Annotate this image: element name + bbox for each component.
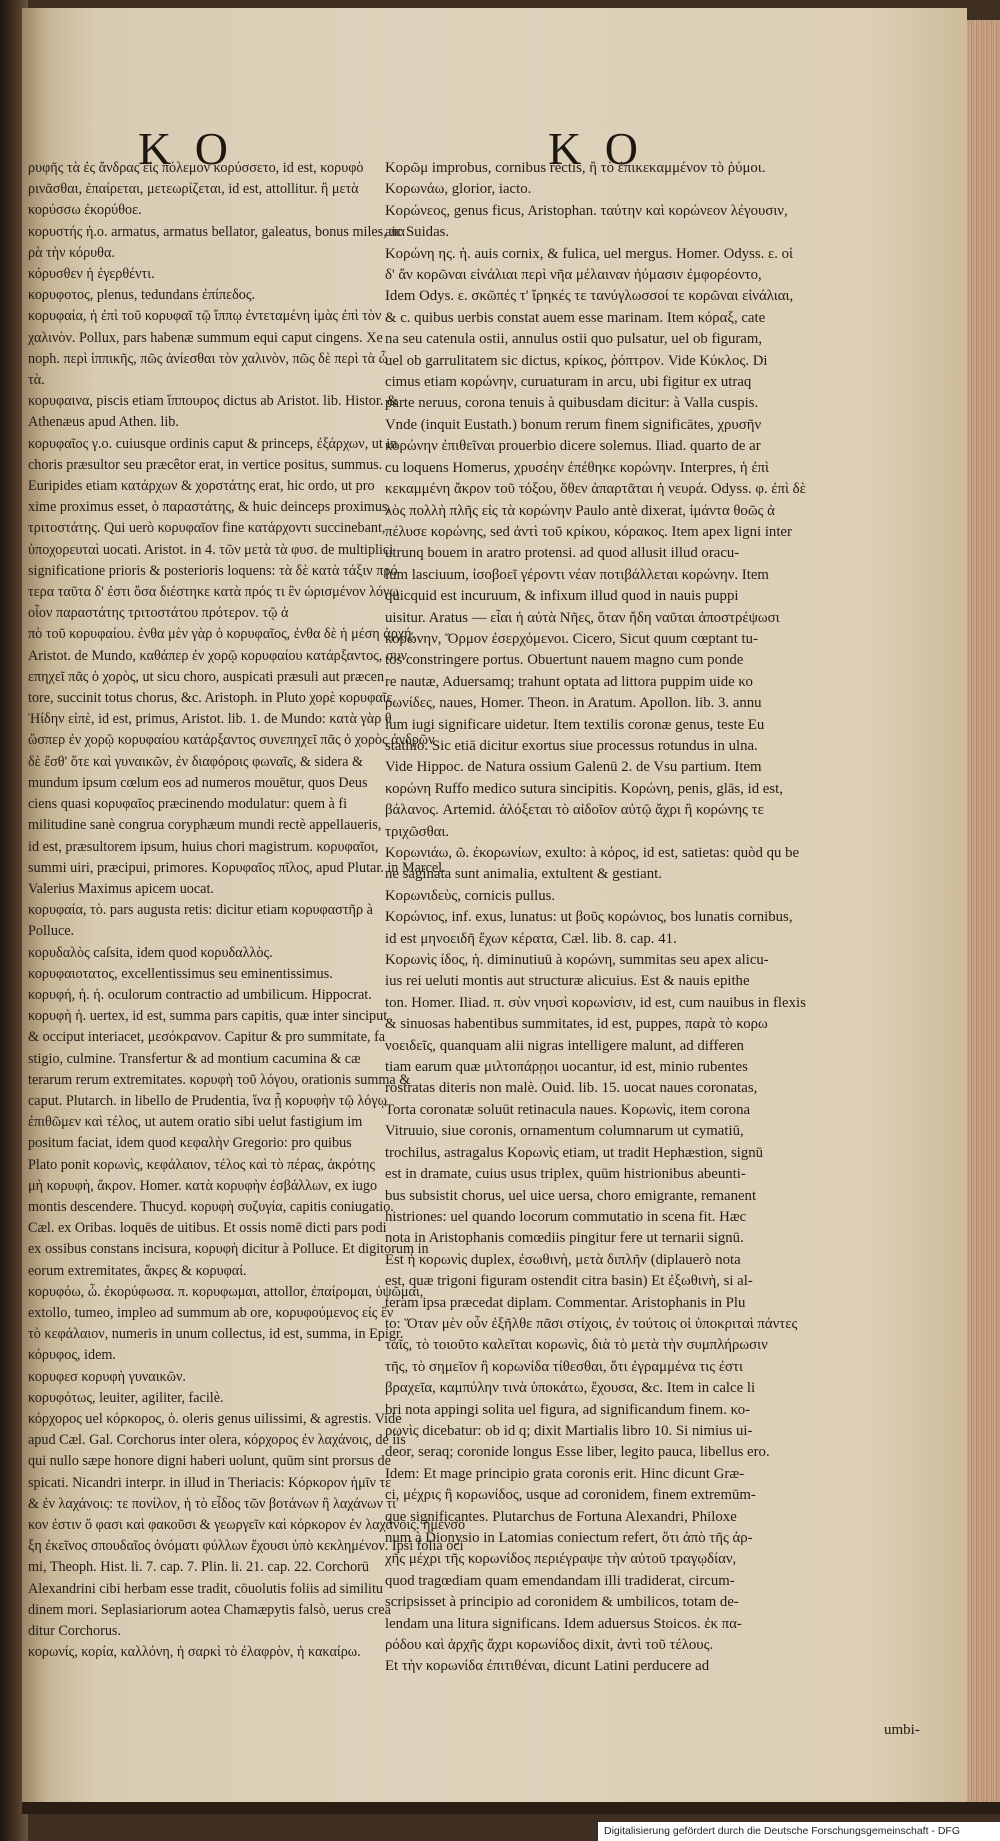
left-column-line: οἷον παραστάτης τριτοστάτου πρότερον. τῷ ἀ — [28, 605, 289, 622]
right-column-line: aic Suidas. — [385, 224, 450, 241]
left-column-line: κορυφαία, τὸ. pars augusta retis: dicitur etiam κορυφαστῆρ à — [28, 902, 373, 919]
right-column-line: νοειδεῖς, quanquam alii nigras intelligere malunt, ad differen — [385, 1037, 744, 1054]
left-column-line: positum faciat, idem quod κεφαλὴν Gregorio: pro quibus — [28, 1135, 352, 1152]
left-column-line: κορυφεσ κορυφὴ γυναικῶν. — [28, 1368, 186, 1385]
left-column-line: κορυδαλὸς caſsita, idem quod κορυδαλλὸς. — [28, 944, 273, 961]
left-column-line: mundum ipsum cœlum eos ad numeros mouētur, quos Deus — [28, 774, 368, 791]
left-column-line: δὲ ἔσθ' ὅτε καὶ γυναικῶν, ἐν διαφόροις φωναῖς, & sidera & — [28, 753, 364, 770]
left-column-line: & occiput interiacet, μεσόκρανον. Capitur & pro summitate, fa — [28, 1029, 386, 1046]
left-column-line: tore, succinit totus chorus, &c. Aristoph. in Pluto χορὲ κορυφαῖε — [28, 690, 393, 707]
right-column-line: Et τὴν κορωνίδα ἐπιτιθέναι, dicunt Latini perducere ad — [385, 1658, 710, 1675]
right-column-line: Κορώνιος, inf. exus, lunatus: ut βοῦς κορώνιος, bos lunatis cornibus, — [385, 909, 793, 926]
right-column-line: ρωνίδες, naues, Homer. Theon. in Aratum. Apollon. lib. 3. annu — [385, 695, 762, 712]
right-column-line: ius rei ueluti montis aut structuræ alicuius. Est & nauis epithe — [385, 973, 750, 990]
left-column-line: κορυφότως, leuiter, agiliter, facilè. — [28, 1389, 224, 1406]
left-column-line: ρινᾶσθαι, ἐπαίρεται, μετεωρίζεται, id est, attollitur. ἢ μετὰ — [28, 181, 359, 198]
right-column-line: τῆς, τὸ σημεῖον ἢ κορωνίδα τίθεσθαι, ὅτι ἐγραμμένα τις ἐστι — [385, 1358, 743, 1375]
right-column-line: quod tragœdiam quam emendandam illi tradiderat, circum- — [385, 1572, 735, 1589]
right-column-line: Κορώνεος, genus ficus, Aristophan. ταύτην καὶ κορώνεον λέγουσιν, — [385, 202, 788, 219]
right-column-line: bus subsistit chorus, uel uice uersa, choro emigrante, remanent — [385, 1187, 757, 1204]
left-column-line: τριτοστάτης. Qui uerò κορυφαῖον fine κατάρχοντι succinebant, — [28, 520, 386, 537]
left-column-line: qui nullo sæpe honore digni haberi uolunt, quūm sint prorsus de — [28, 1453, 391, 1470]
right-column-line: κορώνη Ruffo medico sutura sincipitis. Κορώνη, penis, glās, id est, — [385, 780, 783, 797]
right-column-line: lum iugi significare uidetur. Item textilis coronæ genus, teste Eu — [385, 716, 765, 733]
left-column-line: caput. Plutarch. in libello de Prudentia, ἵνα ᾗ κορυφὴν τῷ λόγῳ — [28, 1092, 387, 1109]
right-column-line: lum lasciuum, ἰσοβοεῖ γέροντι νέαν ποτιβάλλεται κορώνην. Item — [385, 566, 769, 583]
left-column-line: μὴ κορυφὴ, ἄκρον. Homer. κατὰ κορυφὴν ἐσβάλλων, ex iugo — [28, 1177, 378, 1194]
left-column-line: militudine sanè congrua coryphæum mundi rectè appellaueris, — [28, 817, 382, 834]
right-column-line: tiam earum quæ μιλτοπάρῃοι uocantur, id est, minio rubentes — [385, 1059, 748, 1076]
left-column-line: ciens quasi κορυφαῖος præcinendo modulatur: quem à fi — [28, 796, 348, 813]
right-column-line: ci, μέχρις ἢ κορωνίδος, usque ad coronidem, finem extremūm- — [385, 1487, 756, 1504]
left-column-line: ex ossibus constans incisura, κορυφὴ dicitur à Polluce. Et digitorum in — [28, 1241, 429, 1258]
right-column-line: scripsisset à principio ad coronidem & umbilicos, totam de- — [385, 1594, 739, 1611]
right-column-line: ρόδου καὶ ἀρχῆς ἄχρι κορωνίδος dixit, ἀντὶ τοῦ τέλους. — [385, 1637, 714, 1654]
right-column-line: quicquid est incuruum, & infixum illud quod in nauis puppi — [385, 588, 739, 605]
right-column-line: re nautæ, Aduersamq; trahunt optata ad littora puppim uide κο — [385, 673, 753, 690]
right-column — [385, 158, 950, 1738]
left-column-line: significatione prioris & posterioris loquens: τὰ δὲ κατὰ τάξιν πρό — [28, 562, 398, 579]
dfg-footer: Digitalisierung gefördert durch die Deutsche Forschungsgemeinschaft - DFG — [598, 1822, 1000, 1841]
right-column-line: Est ἡ κορωνὶς duplex, ἐσωθινὴ, μετὰ διπλῆν (diplauerò nota — [385, 1251, 741, 1268]
right-column-line: est in dramate, cuius usus triplex, quūm histrionibus abeunti- — [385, 1166, 746, 1183]
right-column-line: tos constringere portus. Obuertunt nauem magno cum ponde — [385, 652, 744, 669]
left-column-line: κορυφαινα, piscis etiam ἵππουρος dictus ab Aristot. lib. Histor. & — [28, 393, 398, 410]
left-column-line: πὸ τοῦ κορυφαίου. ἐνθα μὲν γὰρ ὁ κορυφαῖος, ἐνθα δὲ ἡ μέση ἀρχή. — [28, 626, 416, 643]
right-column-line: bri nota appingi solita uel figura, ad significandum finem. κο- — [385, 1401, 751, 1418]
right-column-line: ton. Homer. Iliad. π. σὺν νηυσὶ κορωνίσιν, id est, cum nauibus in flexis — [385, 994, 806, 1011]
left-column-line: Valerius Maximus apicem uocat. — [28, 880, 214, 897]
right-column-line: λὸς πολλὴ πλῆς εἰς τὰ κορώνην Paulo antè dixerat, ἱμάντα θοῶς ἀ — [385, 502, 775, 519]
left-column-line: κορυφαῖος γ.ο. cuiusque ordinis caput & princeps, ἐξάρχων, ut in — [28, 435, 398, 452]
right-column-line: κεκαμμένη ἄκρον τοῦ τόξου, ὅθεν ἀπαρτᾶται ἡ νευρά. Odyss. φ. ἐπὶ δὲ — [385, 481, 806, 498]
left-column-line: κόρχορος uel κόρκορος, ὁ. oleris genus uilissimi, & agrestis. Vide — [28, 1410, 402, 1427]
left-column-line: ditur Corchorus. — [28, 1623, 121, 1640]
right-column-line: na seu catenula ostii, annulus ostii quo pulsatur, uel ob figuram, — [385, 331, 763, 348]
left-column-line: Aristot. de Mundo, καθάπερ ἐν χορῷ κορυφαίου κατάρξαντος, συν — [28, 647, 407, 664]
running-head-right: K O — [548, 123, 644, 174]
left-column-line: Polluce. — [28, 923, 75, 940]
left-column-line: summi uiri, præcipui, primores. Κορυφαῖος πῖλος, apud Plutar. in Marcel. — [28, 859, 446, 876]
left-column-line: κορωνίς, κορία, καλλόνη, ἡ σαρκὶ τὸ ἐλαφρὸν, ἡ κακαίρω. — [28, 1644, 361, 1661]
left-column-line: terarum rerum extremitates. κορυφὴ τοῦ λόγου, orationis summa & — [28, 1071, 411, 1088]
left-column-line: & ἐν λαχάνοις: τε πονίλον, ἡ τὸ εἶδος τῶν βοτάνων ἢ λαχάνων τι — [28, 1495, 396, 1512]
left-column-line: ἐπιθῶμεν καὶ τέλος, ut autem oratio sibi uelut fastigium im — [28, 1114, 363, 1131]
right-column-line: Idem Odys. ε. σκῶπές τ' ἴρηκές τε τανύγλωσσοί τε κορῶναι εἰνάλιαι, — [385, 288, 794, 305]
right-column-line: stathio. Sic etiā dicitur exortus siue processus rotundus in ulna. — [385, 737, 758, 754]
left-column-line: ξη ἐκεῖνος σπουδαῖος ὀνόματι φύλλων ἔχουσι ὑπὸ κεκλημένον. Ipsi folia oci — [28, 1538, 464, 1555]
right-column-line: Κορωνιδεὺς, cornicis pullus. — [385, 887, 556, 904]
right-column-line: parte neruus, corona tenuis à quibusdam dicitur: à Valla cuspis. — [385, 395, 759, 412]
left-column-line: Ἠίδην εἰπὲ, id est, primus, Aristot. lib. 1. de Mundo: κατὰ γὰρ θ — [28, 711, 392, 728]
left-column-line: κορυφή, ἡ. ή. oculorum contractio ad umbilicum. Hippocrat. — [28, 986, 372, 1003]
page-bottom-edge — [22, 1802, 1000, 1814]
right-column-line: rostratas diteris non malè. Ouid. lib. 15. uocat naues coronatas, — [385, 1080, 758, 1097]
left-column-line: επηχεῖ πᾶς ὁ χορὸς, ut sicu choro, auspicati præsuli aut præcen — [28, 668, 385, 685]
right-column-line: cimus etiam κορώνην, curuaturam in arcu, ubi figitur ex utraq — [385, 374, 752, 391]
left-column-line: ὑποχορευταὶ uocati. Aristot. in 4. τῶν μετὰ τὰ φυσ. de multiplici — [28, 541, 394, 558]
right-column-line: deor, seraq; coronide longus Esse liber, legito pauca, libellus ero. — [385, 1444, 770, 1461]
right-column-line: Vnde (inquit Eustath.) bonum rerum finem significātes, χρυσῆν — [385, 416, 762, 433]
right-column-line: Vide Hippoc. de Natura ossium Galenū 2. de Vsu partium. Item — [385, 759, 762, 776]
running-head-left: K O — [138, 123, 234, 174]
left-column-line: κορυφόω, ὦ. ἐκορύφωσα. π. κορυφωμαι, attollor, ἐπαίρομαι, ὑψῶμαι, — [28, 1283, 424, 1300]
right-column-line: κορώνην ἐπιθεῖναι prouerbio dicere solemus. Iliad. quarto de ar — [385, 438, 761, 455]
left-column-line: stigio, culmine. Transfertur & ad montium cacumina & cæ — [28, 1050, 361, 1067]
left-column-line: extollo, tumeo, impleo ad summum ab ore, κορυφούμενος εἰς ἓν — [28, 1304, 394, 1321]
right-column-line: uel ob garrulitatem sic dictus, κρίκος, ῥόπτρον. Vide Κύκλος. Di — [385, 352, 768, 369]
right-column-line: uisitur. Aratus — εἶαι ἡ αὐτὰ Νῆες, ὅταν ἤδη ναῦται ἀποστρέψωσι — [385, 609, 780, 626]
left-column-line: Athenæus apud Athen. lib. — [28, 414, 179, 431]
left-column-line: xime proximus esset, ὁ παραστάτης, & huic deinceps proximus, — [28, 499, 391, 516]
right-column-line: χῆς μέχρι τῆς κορωνίδος περιέγραψε τὴν αὐτοῦ τραγῳδίαν, — [385, 1551, 737, 1568]
left-column-line: κον ἐστιν ὅ φασι καὶ φακοῦσι & γεωργεῖν καὶ κόρκορον ἐν λαχάνοις. ἠμενσο — [28, 1517, 466, 1533]
right-column-line: ταῖς, τὸ τοιοῦτο καλεῖται κορωνὶς, διὰ τὸ μετὰ τὴν συμπλήρωσιν — [385, 1337, 768, 1354]
left-column-line: id est, præsultorem ipsum, huius chori magistrum. κορυφαῖοι, — [28, 838, 379, 855]
right-column-line: Torta coronatæ soluūt retinacula naues. Κορωνὶς, item corona — [385, 1101, 751, 1118]
left-column-line: eorum extremitates, ἄκρες & κορυφαί. — [28, 1262, 247, 1279]
left-column-line: κορύσσω ἐκορύθοε. — [28, 202, 142, 219]
right-column-line: lendam una litura significans. Idem aduersus Stoicos. ἐκ πα- — [385, 1615, 742, 1632]
right-column-line: ne saginata sunt animalia, extultent & gestiant. — [385, 866, 662, 883]
right-column-line: to: Ὅταν μὲν οὖν ἐξῆλθε πᾶσι στίχοις, ἐν τούτοις οἱ ὑποκριταὶ πάντες — [385, 1315, 798, 1332]
right-column-line: teram ipsa præcedat diplam. Commentar. Aristophanis in Plu — [385, 1294, 746, 1311]
right-column-line: & c. quibus uerbis constat auem esse marinam. Item κόραξ, cate — [385, 309, 766, 326]
right-column-line: βραχεῖα, καμπύλην τινὰ ὑποκάτω, ἔχουσα, &c. Item in calce li — [385, 1380, 756, 1397]
right-column-line: est, quæ trigoni figuram ostendit citra basin) Et ἐξωθινὴ, si al- — [385, 1273, 753, 1290]
left-column-line: κορυστής ἡ.ο. armatus, armatus bellator, galeatus, bonus miles, πα — [28, 223, 405, 240]
right-column-line: κορώνην, Ὅρμον ἐσερχόμενοι. Cicero, Sicut quum cœptant tu- — [385, 630, 758, 647]
left-column-line: τὸ κεφάλαιον, numeris in unum collectus, id est, summa, in Epigr. — [28, 1326, 404, 1343]
right-column-line: δ' ἄν κορῶναι εἰνάλιαι περὶ νῆα μέλαιναν ἠύμασιν ἐμφορέοντο, — [385, 267, 762, 284]
right-column-line: βάλανος. Artemid. ἀλόξεται τὸ αἰδοῖον αὐτῷ ἄχρι ἢ κορώνης τε — [385, 802, 764, 819]
right-column-line: trochilus, astragalus Κορωνὶς etiam, ut tradit Hephæstion, signū — [385, 1144, 764, 1161]
right-column-line: Κορωνὶς ίδος, ἡ. diminutiuū à κορώνη, summitas seu apex alicu- — [385, 952, 769, 969]
right-column-line: histriones: uel quando locorum commutatio in scena fit. Hæc — [385, 1208, 747, 1225]
right-column-line: ρωνὶς dicebatur: ob id q; dixit Martialis libro 10. Si nimius ui- — [385, 1422, 753, 1439]
right-column-line: num à Dionysio in Latomias coniectum refert, ὅτι ἀπὸ τῆς ἀρ- — [385, 1530, 753, 1546]
left-column-line: noph. περὶ ἱππικῆς, πῶς ἀνίεσθαι τὸν χαλινὸν, πῶς δὲ περὶ τὰ ὦ — [28, 350, 388, 367]
left-column-line: ρὰ τὴν κόρυθα. — [28, 244, 115, 261]
right-column-line: nota in Aristophanis comœdiis pingitur fere ut ternarii signū. — [385, 1230, 744, 1247]
left-column-line: apud Cæl. Gal. Corchorus inter olera, κόρχορος ἐν λαχάνοις, de iis — [28, 1432, 406, 1449]
right-column-line: id est μηνοειδῆ ἔχων κέρατα, Cæl. lib. 8. cap. 41. — [385, 930, 677, 947]
left-column-line: χαλινὸν. Pollux, pars habenæ summum equi caput cingens. Xe — [28, 329, 383, 346]
left-column-line: mi, Theoph. Hist. li. 7. cap. 7. Plin. li. 21. cap. 22. Corchorū — [28, 1559, 369, 1576]
right-column-line: Κορῶμ improbus, cornibus rectis, ἢ τὸ ἐπικεκαμμένον τὸ ῥύμοι. — [385, 160, 766, 176]
right-column-line: Vitruuio, siue coronis, ornamentum columnarum ut cymatiū, — [385, 1123, 744, 1140]
page-edges — [962, 20, 1000, 1810]
right-column-line: & sinuosas habentibus summitates, id est, puppes, παρὰ τὸ κορω — [385, 1016, 768, 1033]
right-column-line: Κορωνάω, glorior, iacto. — [385, 181, 532, 198]
left-column-line: spicati. Nicandri interpr. in illud in Theriacis: Κόρκορον ἡμῖν τε — [28, 1474, 392, 1491]
right-column-line: πέλυσε κορώνης, sed ἀντὶ τοῦ κρίκου, κόρακος. Item apex ligni inter — [385, 523, 792, 540]
right-column-line: cu loquens Homerus, χρυσέην ἐπέθηκε κορώνην. Interpres, ἡ ἐπὶ — [385, 459, 769, 476]
right-column-line: Κορώνη ης. ἡ. auis cornix, & fulica, uel mergus. Homer. Odyss. ε. οἱ — [385, 245, 794, 262]
left-column-line: κόρυφος, idem. — [28, 1347, 116, 1364]
left-column-line: montis descendere. Thucyd. κορυφὴ συζυγία, capitis coniugatio. — [28, 1198, 394, 1215]
left-column-line: dinem mori. Seplasiariorum aotea Chamæpytis falsò, uerus crea — [28, 1601, 391, 1618]
left-column-line: κορυφοτος, plenus, tedundans ἐπίπεδος. — [28, 287, 256, 304]
left-column-line: ὥσπερ ἐν χορῷ κορυφαίου κατάρξαντος συνεπηχεῖ πᾶς ὁ χορὸς ἀνδρῶν — [28, 732, 435, 749]
left-column-line: κορυφαία, ἡ ἐπὶ τοῦ κορυφαῖ τῷ ἵππῳ ἐντεταμένη ἱμὰς ἐπὶ τὸν — [28, 308, 382, 325]
right-column-line: que significantes. Plutarchus de Fortuna Alexandri, Philoxe — [385, 1508, 737, 1525]
left-column-line: ρυφῆς τὰ ἐς ἄνδρας εἰς πόλεμον κορύσσετο, id est, κορυφὸ — [28, 160, 364, 176]
left-column-line: τὰ. — [28, 372, 45, 389]
left-column-line: Plato ponit κορωνὶς, κεφάλαιον, τέλος καὶ τὸ πέρας, ἀκρότης — [28, 1156, 375, 1173]
right-column-line: utrunq bouem in aratro protensi. ad quod allusit illud oracu- — [385, 545, 740, 562]
left-column-line: κορυφὴ ἡ. uertex, id est, summa pars capitis, quæ inter sinciput — [28, 1008, 388, 1025]
left-column-line: Cæl. ex Oribas. loquēs de uitibus. Et ossis nomē dicti pars podi — [28, 1220, 387, 1237]
catchword: umbi- — [884, 1722, 920, 1738]
left-column-line: Alexandrini cibi herbam esse tradit, cōuolutis foliis ad similitu — [28, 1580, 384, 1597]
left-column-line: κόρυσθεν ἡ ἐγερθέντι. — [28, 266, 155, 283]
left-column-line: τερα ταῦτα δ' ἐστι ὅσα διέστηκε κατὰ πρός τι ἓν ὡρισμένον λόγῳ — [28, 584, 399, 601]
left-column-line: choris præsultor seu præcêtor erat, in vertice positus, summus. — [28, 456, 383, 473]
left-column-line: κορυφαιοτατος, excellentissimus seu eminentissimus. — [28, 965, 333, 982]
right-column-line: τριχῶσθαι. — [385, 823, 450, 840]
left-column-line: Euripides etiam κατάρχων & χορστάτης erat, hic ordo, ut pro — [28, 478, 375, 495]
right-column-line: Κορωνιάω, ῶ. ἐκορωνίων, exulto: à κόρος, id est, satietas: quòd qu be — [385, 845, 800, 861]
right-column-line: Idem: Et mage principio grata coronis erit. Hinc dicunt Græ- — [385, 1465, 745, 1482]
